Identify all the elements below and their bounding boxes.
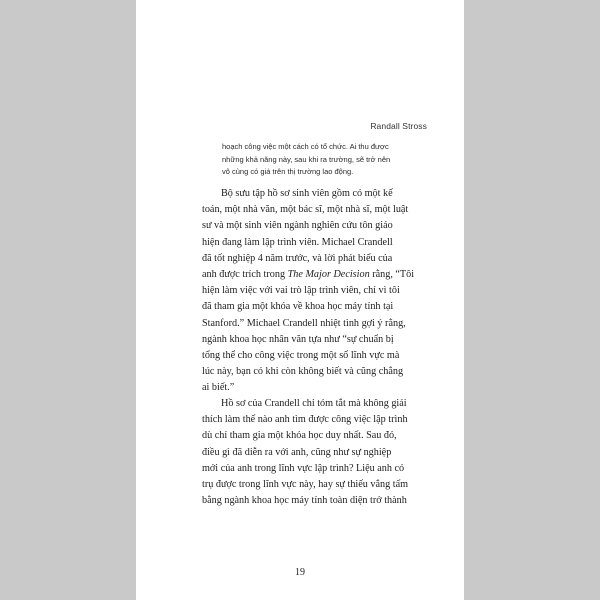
paragraph-crandell-profile — [202, 396, 432, 509]
paragraph-line: lúc này, bạn có khi còn không biết và cũng chẳng — [202, 366, 404, 378]
paragraph-line: đã tốt nghiệp 4 năm trước, và lời phát biểu của — [202, 252, 393, 264]
paragraph-line: Stanford.” Michael Crandell nhiệt tình gợi ý rằng, — [202, 317, 406, 329]
paragraph-line: mới của anh trong lĩnh vực lập trình? Liệu anh có — [202, 462, 405, 474]
paragraph-line: hiện làm việc với vai trò lập trình viên, chỉ vì tôi — [202, 285, 400, 297]
book-title: The Major Decision — [287, 269, 370, 281]
paragraph-line: sư và một sinh viên ngành nghiên cứu tôn giáo — [202, 220, 393, 232]
paragraph-line: toán, một nhà văn, một bác sĩ, một nhà sĩ, một luật — [202, 204, 409, 216]
paragraph-line: hiện đang làm lập trình viên. Michael Crandell — [202, 236, 393, 248]
paragraph-line: bằng ngành khoa học máy tính toàn diện trở thành — [202, 495, 407, 507]
paragraph-line: tổng thể cho công việc trong một số lĩnh vực mà — [202, 350, 400, 362]
paragraph-line: đã tham gia một khóa về khoa học máy tính tại — [202, 301, 394, 313]
paragraph-line: điều gì đã diễn ra với anh, cũng như sự nghiệp — [202, 446, 392, 458]
paragraph-line: Bộ sưu tập hồ sơ sinh viên gồm có một kế — [221, 188, 393, 199]
quote-line: vô cùng có giá trên thị trường lao động. — [222, 167, 354, 176]
paragraph-line: anh được trích trong The Major Decision rằng, “Tôi — [202, 269, 415, 281]
quote-line: hoạch công việc một cách có tổ chức. Ai thu được — [222, 142, 389, 151]
block-quote — [222, 141, 432, 179]
paragraph-line: ngành khoa học nhân văn tựa như “sự chuẩn bị — [202, 333, 394, 345]
book-page — [136, 0, 464, 600]
paragraph-line: Hồ sơ của Crandell chỉ tóm tắt mà không giải — [221, 398, 407, 409]
quote-line: những khả năng này, sau khi ra trường, sẽ trở nên — [222, 154, 391, 164]
paragraph-line: trụ được trong lĩnh vực này, hay sự thiếu vắng tấm — [202, 479, 409, 491]
page-number: 19 — [295, 567, 305, 578]
paragraph-line: dù chỉ tham gia một khóa học duy nhất. Sau đó, — [202, 430, 397, 442]
paragraph-line: ai biết.” — [202, 382, 235, 394]
paragraph-collection-profiles — [202, 186, 432, 397]
running-header-author: Randall Stross — [370, 121, 427, 131]
paragraph-line: thích làm thế nào anh tìm được công việc lập trình — [202, 414, 408, 426]
